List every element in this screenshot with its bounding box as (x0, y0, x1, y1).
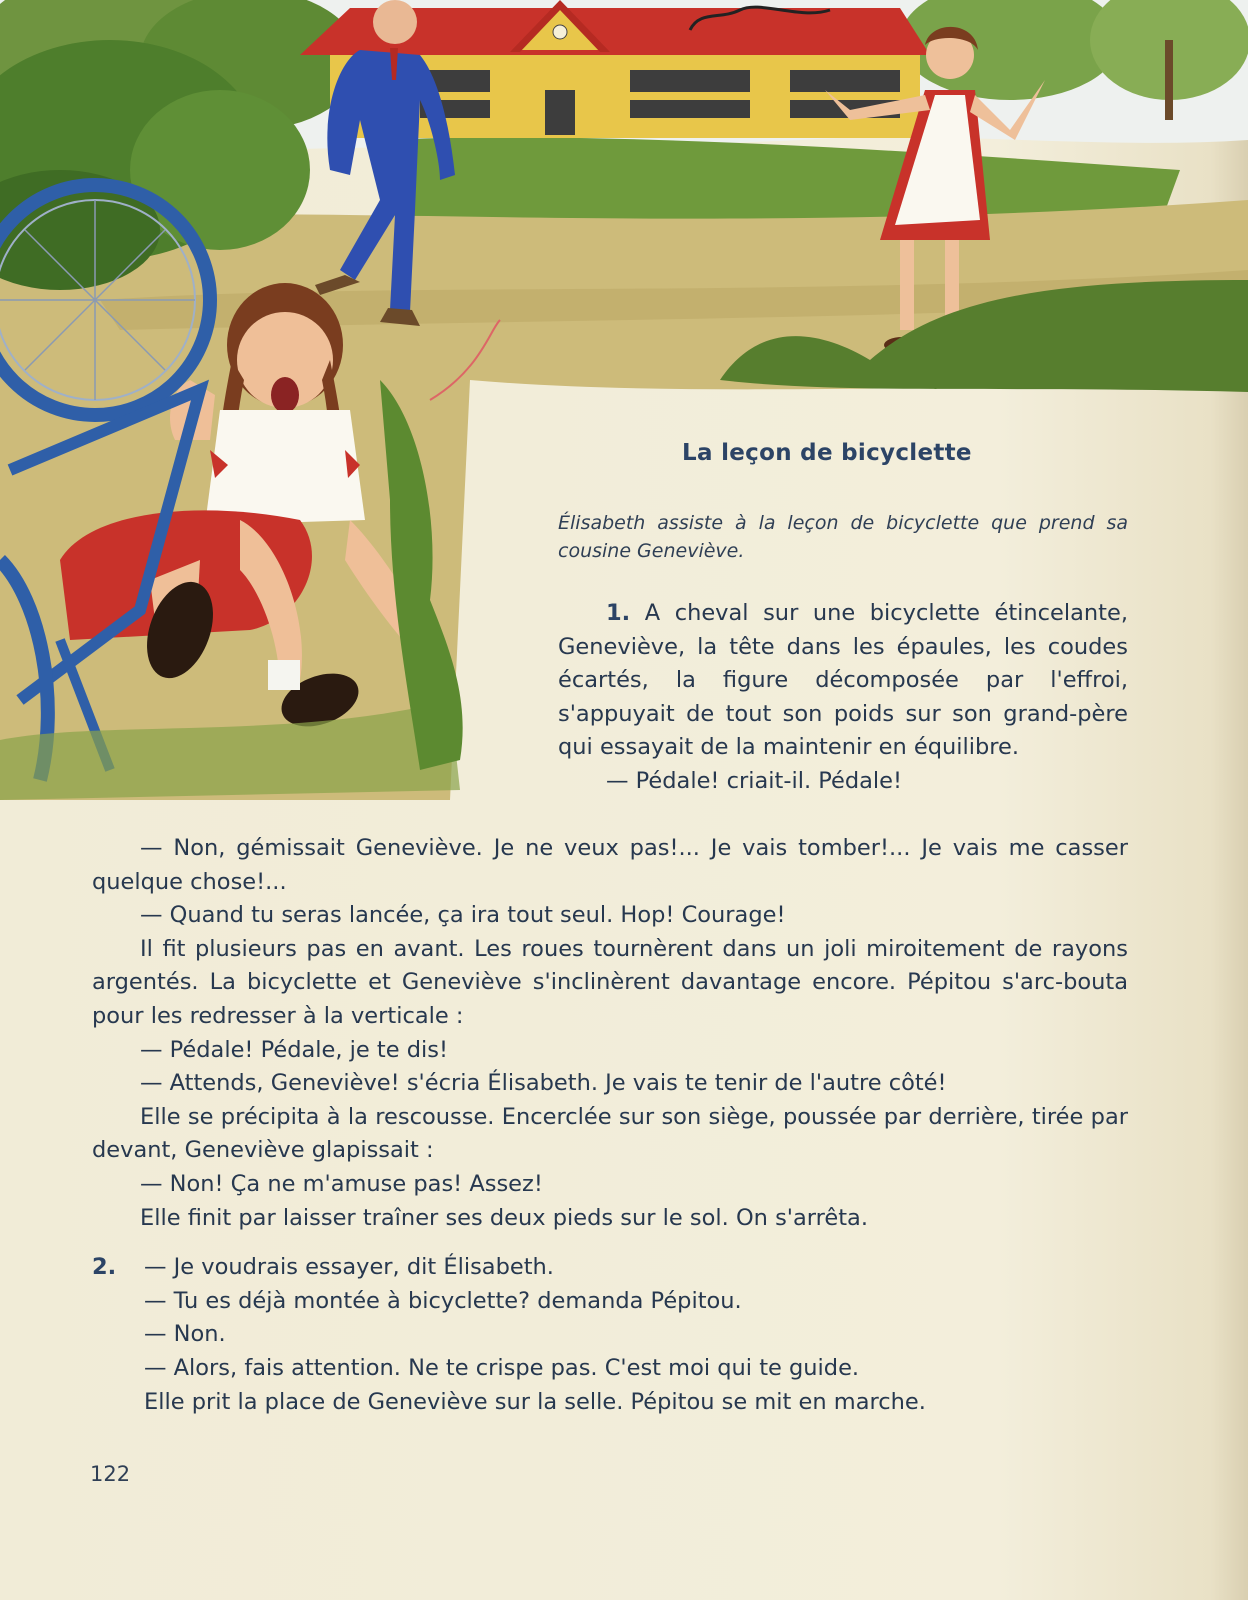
paragraph: Elle se précipita à la rescousse. Encerclée sur son siège, poussée par derrière, tirée par devant, Geneviève glapissait : (92, 1103, 1128, 1164)
paragraph: — Pédale! Pédale, je te dis! (140, 1036, 449, 1063)
page-number: 122 (90, 1462, 131, 1486)
section-1-paragraph-2: — Pédale! criait-il. Pédale! (606, 767, 903, 794)
section-1-start (558, 597, 1128, 799)
lesson-intro: Élisabeth assiste à la leçon de bicyclette que prend sa cousine Geneviève. (558, 512, 1128, 562)
lesson-title: La leçon de bicyclette (682, 440, 972, 466)
paragraph: — Non. (144, 1321, 226, 1348)
section-2 (92, 1251, 1128, 1419)
paragraph: — Alors, fais attention. Ne te crispe pas. C'est moi qui te guide. (144, 1354, 860, 1381)
paragraph: — Attends, Geneviève! s'écria Élisabeth. Je vais te tenir de l'autre côté! (140, 1070, 947, 1097)
paragraph: — Non, gémissait Geneviève. Je ne veux pas!... Je vais tomber!... Je vais me casser quelque chose!... (92, 835, 1128, 895)
paragraph: — Non! Ça ne m'amuse pas! Assez! (140, 1170, 543, 1197)
paragraph: Elle finit par laisser traîner ses deux pieds sur le sol. On s'arrêta. (140, 1204, 868, 1231)
paragraph: — Tu es déjà montée à bicyclette? demanda Pépitou. (144, 1287, 742, 1314)
paragraph: — Quand tu seras lancée, ça ira tout seul. Hop! Courage! (140, 902, 786, 929)
paragraph: Il fit plusieurs pas en avant. Les roues tournèrent dans un joli miroitement de rayons argentés. La bicyclette et Geneviève s'inclinèrent davantage encore. Pépitou s'arc-bouta pour les redresser à la verticale : (92, 935, 1128, 1029)
section-1-number: 1. (606, 600, 631, 626)
paragraph: Elle prit la place de Geneviève sur la selle. Pépitou se mit en marche. (144, 1388, 926, 1415)
section-1-paragraph-1: 1. A cheval sur une bicyclette étincelante, Geneviève, la tête dans les épaules, les coudes écartés, la figure décomposée par l'effroi, s'appuyait de tout son poids sur son grand-père qui essayait de la maintenir en équilibre. (558, 600, 1128, 761)
section-2-number: 2. (92, 1254, 117, 1281)
main-text (92, 832, 1128, 1419)
paragraph: — Je voudrais essayer, dit Élisabeth. (144, 1254, 554, 1281)
